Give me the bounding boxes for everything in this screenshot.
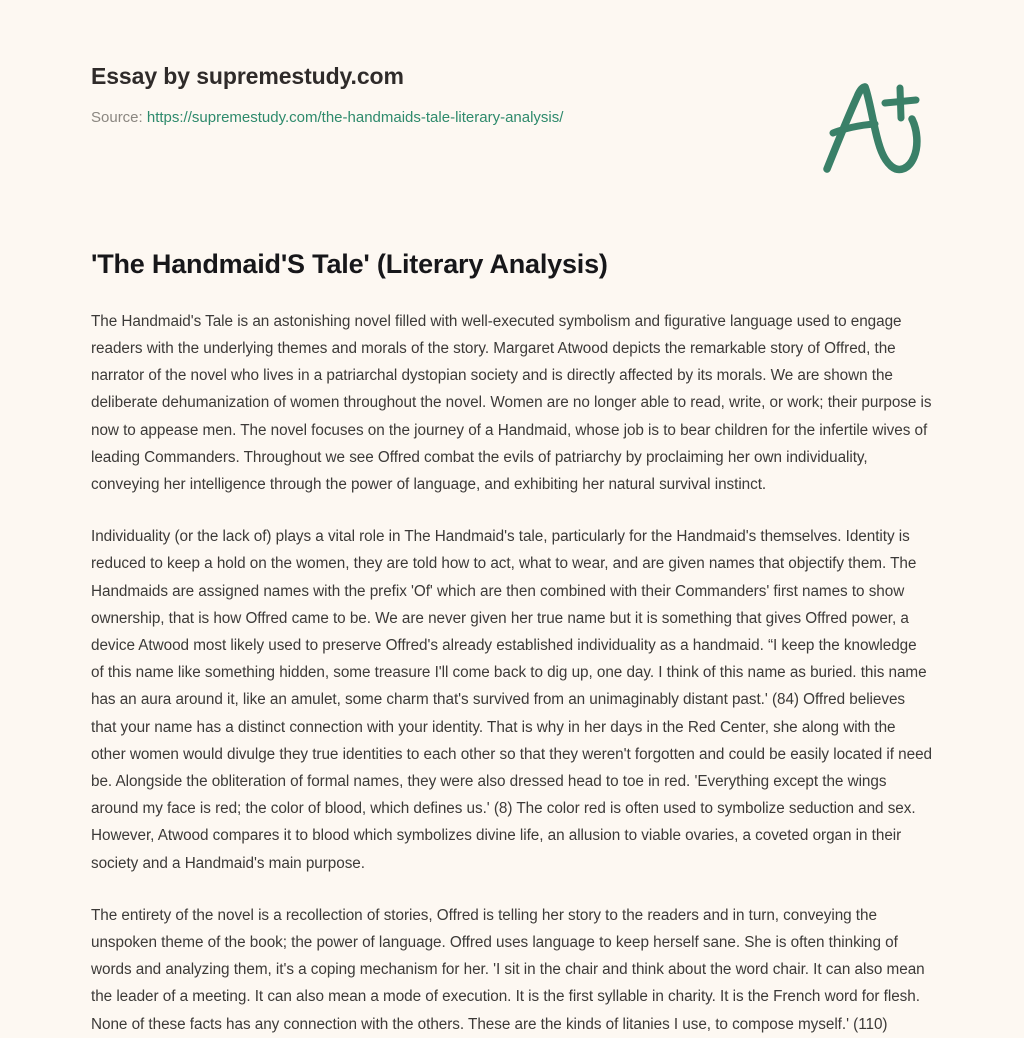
header-text-block — [91, 62, 731, 128]
article-body — [91, 308, 933, 1038]
essay-byline: Essay by supremestudy.com — [91, 63, 404, 89]
page-title: 'The Handmaid'S Tale' (Literary Analysis) — [91, 249, 608, 279]
article-paragraph: The Handmaid's Tale is an astonishing novel filled with well-executed symbolism and figurative language used to engage readers with the underlying themes and morals of the story. Margaret Atwood depicts the remarkable story of Offred, the narrator of the novel who lives in a patriarchal dystopian society and is directly affected by its morals. We are shown the deliberate dehumanization of women throughout the novel. Women are no longer able to read, write, or work; their purpose is now to appease men. The novel focuses on the journey of a Handmaid, whose job is to bear children for the infertile wives of leading Commanders. Throughout we see Offred combat the evils of patriarchy by proclaiming her own individuality, conveying her intelligence through the power of language, and exhibiting her natural survival instinct. — [91, 312, 932, 493]
page-header — [91, 62, 933, 190]
source-url-link[interactable]: https://supremestudy.com/the-handmaids-tale-literary-analysis/ — [146, 108, 564, 126]
article — [91, 248, 933, 1038]
a-plus-logo — [813, 67, 933, 187]
a-plus-logo-icon — [813, 67, 933, 187]
article-paragraph: Individuality (or the lack of) plays a vital role in The Handmaid's tale, particularly for the Handmaid's themselves. Identity is reduced to keep a hold on the women, they are told how to act, what to wear, and are given names that objectify them. The Handmaids are assigned names with the prefix 'Of' which are then combined with their Commanders' first names to show ownership, that is how Offred came to be. We are never given her true name but it is something that gives Offred power, a device Atwood most likely used to preserve Offred's already established individuality as a handmaid. “I keep the knowledge of this name like something hidden, some treasure I'll come back to dig up, one day. I think of this name as buried. this name has an aura around it, like an amulet, some charm that's survived from an unimaginably distant past.' (84) Offred believes that your name has a distinct connection with your identity. That is why in her days in the Red Center, she along with the other women would divulge they true identities to each other so that they weren't forgotten and could be easily located if need be. Alongside the obliteration of formal names, they were also dressed head to toe in red. 'Everything except the wings around my face is red; the color of blood, which defines us.' (8) The color red is often used to symbolize seduction and sex. However, Atwood compares it to blood which symbolizes divine life, an allusion to viable ovaries, a coveted organ in their society and a Handmaid's main purpose. — [91, 528, 932, 872]
source-line — [91, 107, 731, 128]
source-label: Source: — [91, 108, 147, 126]
article-paragraph: The entirety of the novel is a recollection of stories, Offred is telling her story to the readers and in turn, conveying the unspoken theme of the book; the power of language. Offred uses language to keep herself sane. She is often thinking of words and analyzing them, it's a coping mechanism for her. 'I sit in the chair and think about the word chair. It can also mean the leader of a meeting. It can also mean a mode of execution. It is the first syllable in charity. It is the French word for flesh. None of these facts has any connection with the others. These are the kinds of litanies I use, to compose myself.' (110) — [91, 906, 925, 1033]
